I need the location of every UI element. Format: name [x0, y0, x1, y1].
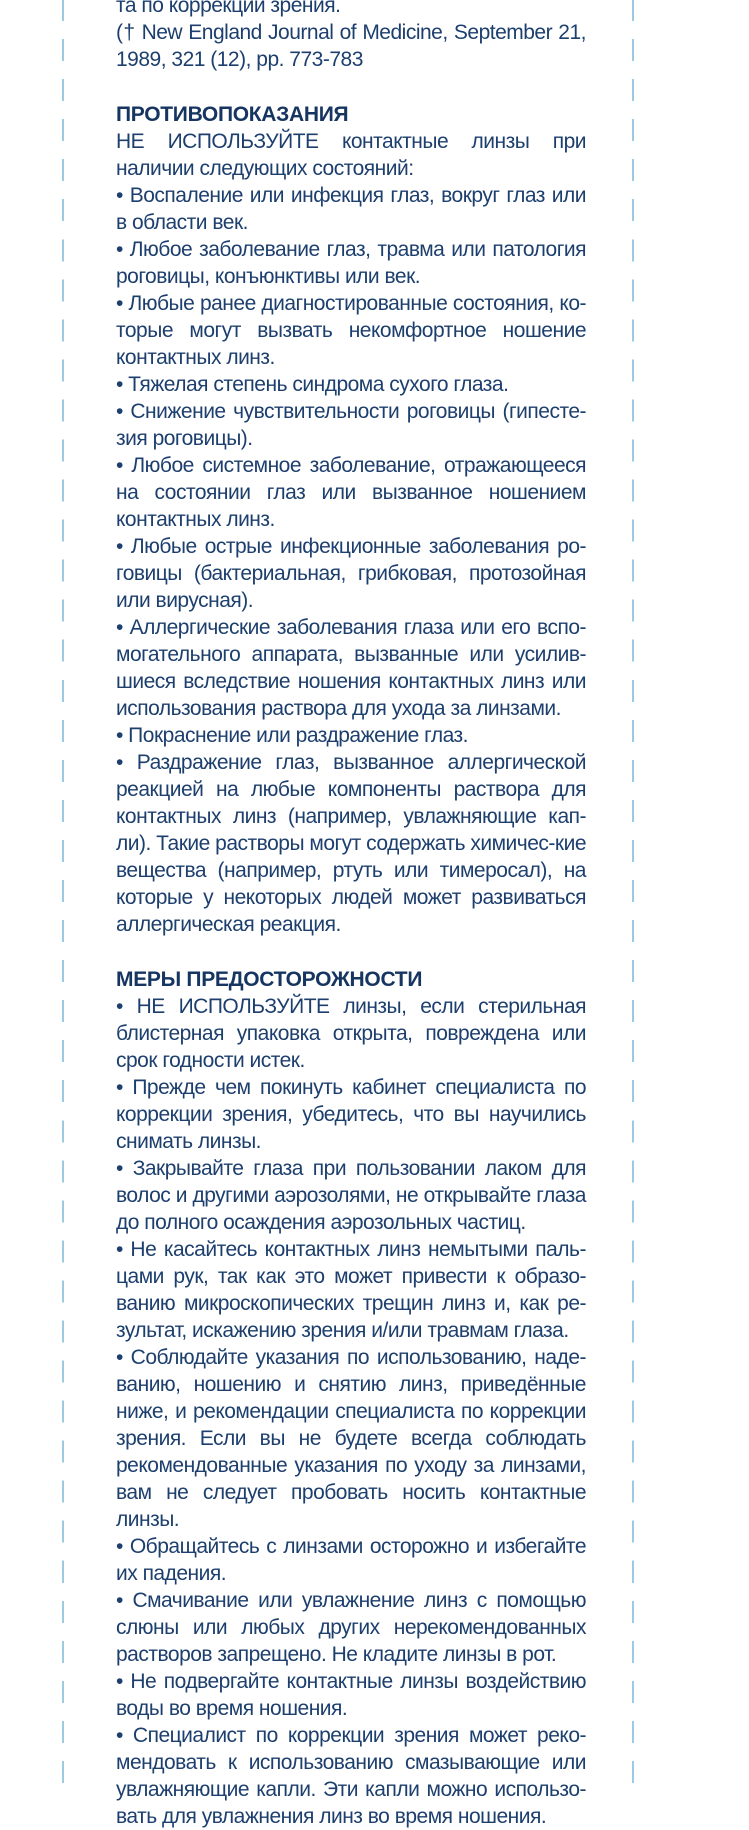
precaution-item: • Смачивание или увлажнение линз с помощью слюны или любых других нерекомендованных растворов запрещено. Не кладите линзы в рот. [116, 1589, 586, 1666]
citation: († New England Journal of Medicine, September 21, 1989, 321 (12), pp. 773-783 [116, 21, 586, 71]
precaution-item: • Прежде чем покинуть кабинет специалиста по коррекции зрения, убедитесь, что вы научились снимать линзы. [116, 1076, 586, 1153]
right-fold-line [632, 0, 634, 1784]
precaution-item: • Не касайтесь контактных линз немытыми паль-цами рук, так как это может привести к образо-ванию микроскопических трещин линз и, как ре-зультат, искажению зрения и/или травмам глаза. [116, 1238, 586, 1342]
contraindication-item: • Воспаление или инфекция глаз, вокруг глаз или в области век. [116, 184, 586, 234]
precaution-item: • Обращайтесь с линзами осторожно и избегайте их падения. [116, 1535, 586, 1585]
precaution-item: • Специалист по коррекции зрения может реко-мендовать к использованию смазывающие или увлажняющие капли. Эти капли можно использо-вать для увлажнения линз во время ношения. [116, 1724, 586, 1828]
contraindication-item: • Любое системное заболевание, отражающееся на состоянии глаз или вызванное ношением контактных линз. [116, 454, 586, 531]
contraindication-item: • Любые острые инфекционные заболевания ро-говицы (бактериальная, грибковая, протозойная или вирусная). [116, 535, 586, 612]
contraindication-item: • Тяжелая степень синдрома сухого глаза. [116, 373, 509, 396]
precautions-title: МЕРЫ ПРЕДОСТОРОЖНОСТИ [116, 968, 423, 991]
contraindication-item: • Покраснение или раздражение глаз. [116, 724, 468, 747]
contraindication-item: • Раздражение глаз, вызванное аллергической реакцией на любые компоненты раствора для контактных линз (например, увлажняющие кап-ли). Такие растворы могут содержать химичес-кие вещества (например, ртуть или тимеросал), на которые у некоторых людей может развиваться аллергическая реакция. [116, 751, 586, 936]
contraindication-item: • Снижение чувствительности роговицы (гипесте-зия роговицы). [116, 400, 586, 450]
left-fold-line [62, 0, 64, 1784]
contraindication-item: • Любое заболевание глаз, травма или патология роговицы, конъюнктивы или век. [116, 238, 586, 288]
contraindication-item: • Любые ранее диагностированные состояния, ко-торые могут вызвать некомфортное ношение контактных линз. [116, 292, 586, 369]
precaution-item: • Соблюдайте указания по использованию, наде-ванию, ношению и снятию линз, приведённые ниже, и рекомендации специалиста по коррекции зрения. Если вы не будете всегда соблюдать рекомендованные указания по уходу за линзами, вам не следует пробовать носить контактные линзы. [116, 1346, 586, 1531]
leaflet-text [116, 0, 586, 1830]
precaution-item: • Закрывайте глаза при пользовании лаком для волос и другими аэрозолями, не открывайте глаза до полного осаждения аэрозольных частиц. [116, 1157, 586, 1234]
precaution-item: • Не подвергайте контактные линзы воздействию воды во время ношения. [116, 1670, 586, 1720]
contraindications-title: ПРОТИВОПОКАЗАНИЯ [116, 103, 349, 126]
contraindication-item: • Аллергические заболевания глаза или его вспо-могательного аппарата, вызванные или усилив-шиеся вследствие ношения контактных линз или использования раствора для ухода за линзами. [116, 616, 586, 720]
precaution-item: • НЕ ИСПОЛЬЗУЙТЕ линзы, если стерильная блистерная упаковка открыта, повреждена или срок годности истек. [116, 995, 586, 1072]
intro-line: та по коррекции зрения. [116, 0, 341, 17]
contraindications-lead: НЕ ИСПОЛЬЗУЙТЕ контактные линзы при наличии следующих состояний: [116, 130, 586, 180]
